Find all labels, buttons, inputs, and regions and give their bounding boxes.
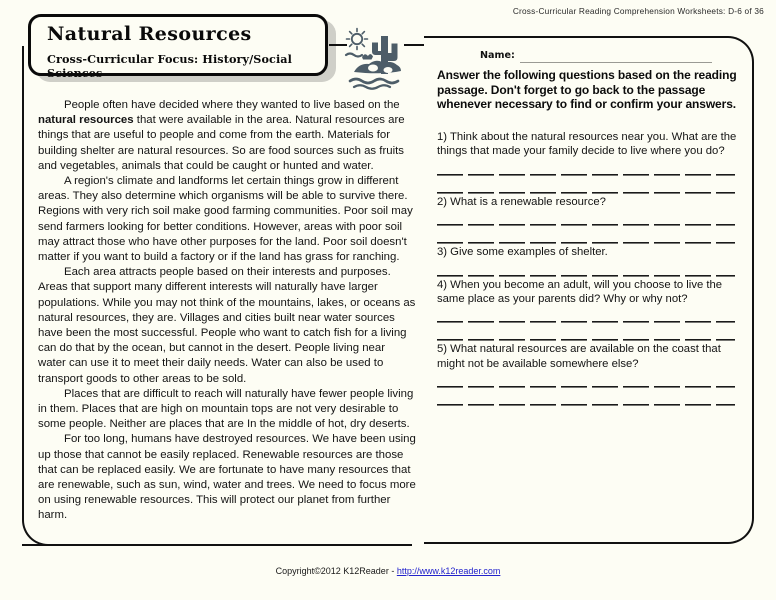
desert-cactus-scene-icon [340,22,412,94]
questions-list [437,130,737,407]
answer-line[interactable] [437,379,735,389]
reading-passage [38,98,416,524]
passage-text: People often have decided where they wanted to live based on the [64,99,400,111]
answer-line[interactable] [437,332,735,342]
answer-line[interactable] [437,167,735,177]
question-block [437,195,737,245]
footer [0,566,776,576]
question-block [437,245,737,277]
passage-paragraph [38,432,416,523]
name-label: Name: [480,50,515,61]
title-box [28,14,328,80]
passage-key-term: natural resources [38,114,134,127]
question-text: 3) Give some examples of shelter. [437,246,608,259]
answer-line[interactable] [437,397,735,407]
page-title: Natural Resources [47,23,252,45]
passage-text: that were available in the area. Natural resources are things that are useful to people and come from the earth. Materials for building shelter are natural resources. So are food sources such as fruits and vegetables, animals that could be caught or hunted and water. [38,114,405,172]
answer-line[interactable] [437,314,735,324]
passage-panel-bottom-border [22,544,390,546]
passage-text: A region's climate and landforms let certain things grow in different areas. They also determine which organisms will be able to survive there. Regions with very rich soil make good farming communities. Poor soil may send farmers looking for better conditions. However, areas with poor soil may attract those who have other purposes for the land. Poor soil doesn't matter if you want to build a factory or if the land has grass for ranching. [38,175,413,264]
passage-paragraph [38,265,416,387]
instructions-text: Answer the following questions based on the reading passage. Don't forget to go back to the passage whenever necessary to find or confirm your answers. [437,68,737,112]
copyright-text: Copyright©2012 K12Reader - [275,566,397,576]
question-text: 1) Think about the natural resources near you. What are the things that made your family decide to live where you do? [437,131,737,158]
passage-paragraph [38,174,416,265]
answer-line[interactable] [437,268,735,278]
question-text: 2) What is a renewable resource? [437,195,606,208]
passage-text: Each area attracts people based on their interests and purposes. Areas that support many different interests will naturally have larger populations. While you may not think of the mountains, lakes, or oceans as natural resources, they are. Villages and cities built near water sources have been the most successful. People who want to catch fish for a living can do that by the ocean, but cannot in the desert. People living near water can use it to meet their daily needs. Water can also be used to transport goods to other areas to be sold. [38,266,416,385]
question-text: 5) What natural resources are available on the coast that might not be available somewhere else? [437,343,721,370]
page-subtitle: Cross-Curricular Focus: History/Social Sciences [47,52,293,80]
question-block [437,130,737,195]
passage-text: For too long, humans have destroyed resources. We have been using up those that cannot be easily replaced. Renewable resources are those that can be replaced easily. We are fortunate to have many resources that are renewable, such as sun, wind, water and trees. We need to focus more on using renewable resources. This will protect our planet from further harm. [38,433,416,522]
worksheet-series-label: Cross-Curricular Reading Comprehension Worksheets: D-6 of 36 [512,6,764,16]
name-field-row [480,50,715,66]
answer-line[interactable] [437,217,735,227]
answer-line[interactable] [437,235,735,245]
answer-line[interactable] [437,185,735,195]
passage-paragraph [38,387,416,433]
k12reader-link[interactable]: http://www.k12reader.com [396,566,501,576]
question-text: 4) When you become an adult, will you choose to live the same place as your parents did? Why or why not? [437,278,723,306]
passage-text: Places that are difficult to reach will naturally have fewer people living in them. Places that are high on mountain tops are not very desirable to some people. Neither are places that are In the middle of hot, dry deserts. [38,387,414,431]
name-input[interactable] [520,62,712,63]
passage-paragraph [38,98,416,174]
question-block [437,278,737,343]
question-block [437,342,737,407]
